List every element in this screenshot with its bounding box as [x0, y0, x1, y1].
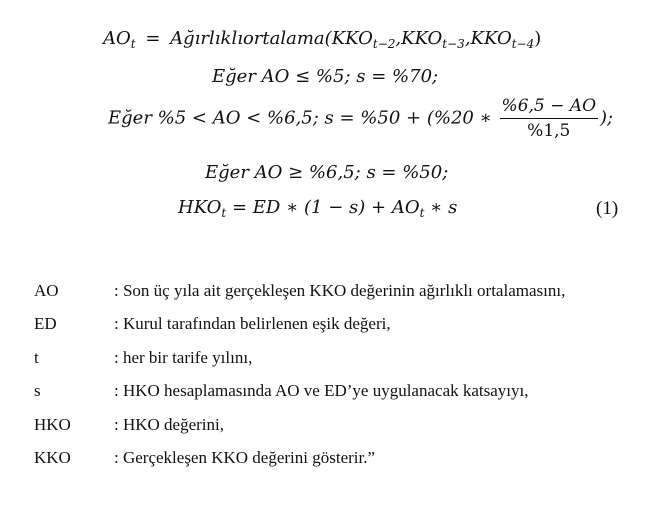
definition-term: ED [34, 314, 57, 334]
definition-term: AO [34, 280, 59, 300]
condition-low: Eğer AO ≤ %5; s = %70; [212, 66, 439, 87]
symbol-hko: HKO [178, 197, 222, 218]
condition-prefix: Eğer %5 < AO < %6,5; s = %50 + (%20 ∗ [108, 107, 492, 129]
definition-row [34, 308, 565, 342]
rhs-tail: ∗ s [430, 197, 458, 218]
definition-term: s [34, 381, 41, 401]
fraction [500, 96, 598, 141]
definition-term: t [34, 347, 39, 367]
close-paren: ) [534, 28, 542, 49]
symbol-ao: AO [103, 28, 131, 49]
subscript: t [221, 206, 227, 220]
condition-middle [108, 96, 613, 141]
fraction-denominator: %1,5 [527, 121, 571, 141]
subscript: t [130, 37, 136, 51]
definition-description: : Gerçekleşen KKO değerini gösterir.” [114, 448, 376, 468]
arg: $KKO_{t-3}$ [401, 28, 465, 51]
function-name: Ağırlıklıortalama( [170, 28, 332, 49]
arg: $KKO_{t-2}$ [331, 28, 396, 51]
condition-high: Eğer AO ≥ %6,5; s = %50; [205, 162, 449, 183]
definition-description: : her bir tarife yılını, [114, 347, 253, 367]
equation-weighted-average: $AO_t$ = $Ağırlıklıortalama(KKO_{t-2},KKO_{t-3},KKO_{t-4})$ [103, 28, 542, 51]
equals-sign: = [145, 28, 161, 49]
equation-hko [178, 197, 457, 218]
arg: $KKO_{t-4}$ [470, 28, 535, 51]
equation-number: (1) [596, 198, 619, 219]
definition-row [34, 442, 565, 476]
definition-row [34, 375, 565, 409]
definition-description: : Son üç yıla ait gerçekleşen KKO değerinin ağırlıklı ortalamasını, [114, 280, 566, 300]
definition-term: HKO [34, 414, 71, 434]
definition-term: KKO [34, 448, 71, 468]
definition-description: : HKO değerini, [114, 414, 225, 434]
definitions-list [34, 274, 565, 475]
subscript: t [419, 206, 425, 220]
definition-description: : Kurul tarafından belirlenen eşik değeri, [114, 314, 391, 334]
rhs-expression: = ED ∗ (1 − s) + AO [231, 197, 420, 218]
fraction-numerator: %6,5 − AO [500, 96, 598, 119]
condition-suffix: ); [600, 107, 614, 129]
definition-row [34, 408, 565, 442]
definition-row [34, 274, 565, 308]
definition-row [34, 341, 565, 375]
definition-description: : HKO hesaplamasında AO ve ED’ye uygulanacak katsayıyı, [114, 381, 529, 401]
